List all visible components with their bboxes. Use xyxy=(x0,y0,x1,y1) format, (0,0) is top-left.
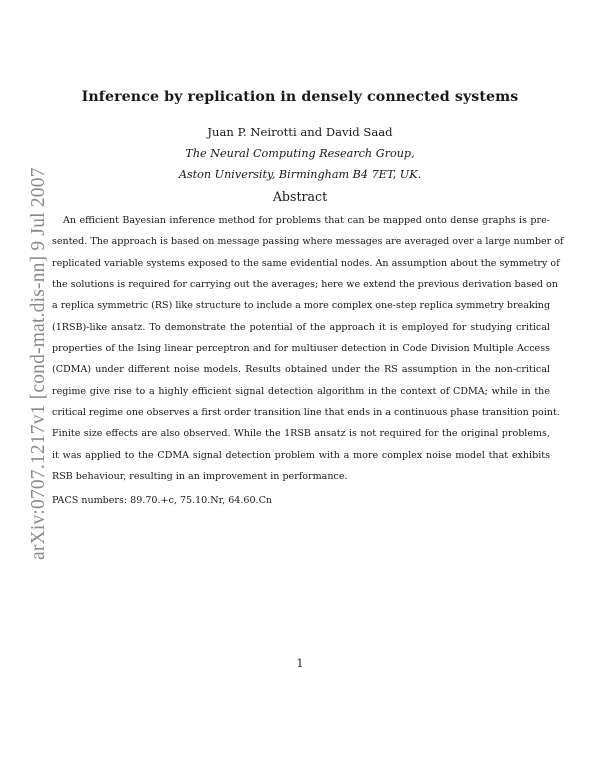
abstract-line: An efficient Bayesian inference method for problems that can be mapped onto dense graphs is pre- xyxy=(63,215,550,226)
abstract-line: (CDMA) under different noise models. Results obtained under the RS assumption in the non-critical xyxy=(52,364,550,376)
authors: Juan P. Neirotti and David Saad xyxy=(207,125,393,139)
affiliation-institution: Aston University, Birmingham B4 7ET, UK. xyxy=(178,168,422,181)
abstract-line: replicated variable systems exposed to the same evidential nodes. An assumption about the symmetry of xyxy=(52,257,560,269)
abstract-line: RSB behaviour, resulting in an improvement in performance. xyxy=(52,471,348,483)
paper-title: Inference by replication in densely connected systems xyxy=(81,89,519,105)
abstract-line: (1RSB)-like ansatz. To demonstrate the potential of the approach it is employed for studying critical xyxy=(52,321,550,333)
abstract-line: a replica symmetric (RS) like structure to include a more complex one-step replica symmetry breaking xyxy=(52,300,551,312)
abstract-line: regime give rise to a highly efficient signal detection algorithm in the context of CDMA; while in the xyxy=(52,385,550,397)
pacs-numbers: PACS numbers: 89.70.+c, 75.10.Nr, 64.60.Cn xyxy=(52,495,273,506)
abstract-line: Finite size effects are also observed. While the 1RSB ansatz is not required for the original problems, xyxy=(52,428,550,440)
arxiv-stamp: arXiv:0707.1217v1 [cond-mat.dis-nn] 9 Jul 2007 xyxy=(28,167,49,560)
abstract-line: critical regime one observes a first order transition line that ends in a continuous phase transition point. xyxy=(52,407,560,419)
abstract-line: it was applied to the CDMA signal detection problem with a more complex noise model that exhibits xyxy=(52,449,550,461)
page-number: 1 xyxy=(296,657,304,670)
abstract-line: the solutions is required for carrying out the averages; here we extend the previous derivation based on xyxy=(52,279,558,291)
affiliation-group: The Neural Computing Research Group, xyxy=(185,147,415,160)
abstract-line: sented. The approach is based on message passing where messages are averaged over a large number of xyxy=(52,236,564,248)
abstract-heading: Abstract xyxy=(272,189,328,204)
abstract-body xyxy=(52,210,564,487)
abstract-line: properties of the Ising linear perceptron and for multiuser detection in Code Division Multiple Access xyxy=(52,343,550,355)
